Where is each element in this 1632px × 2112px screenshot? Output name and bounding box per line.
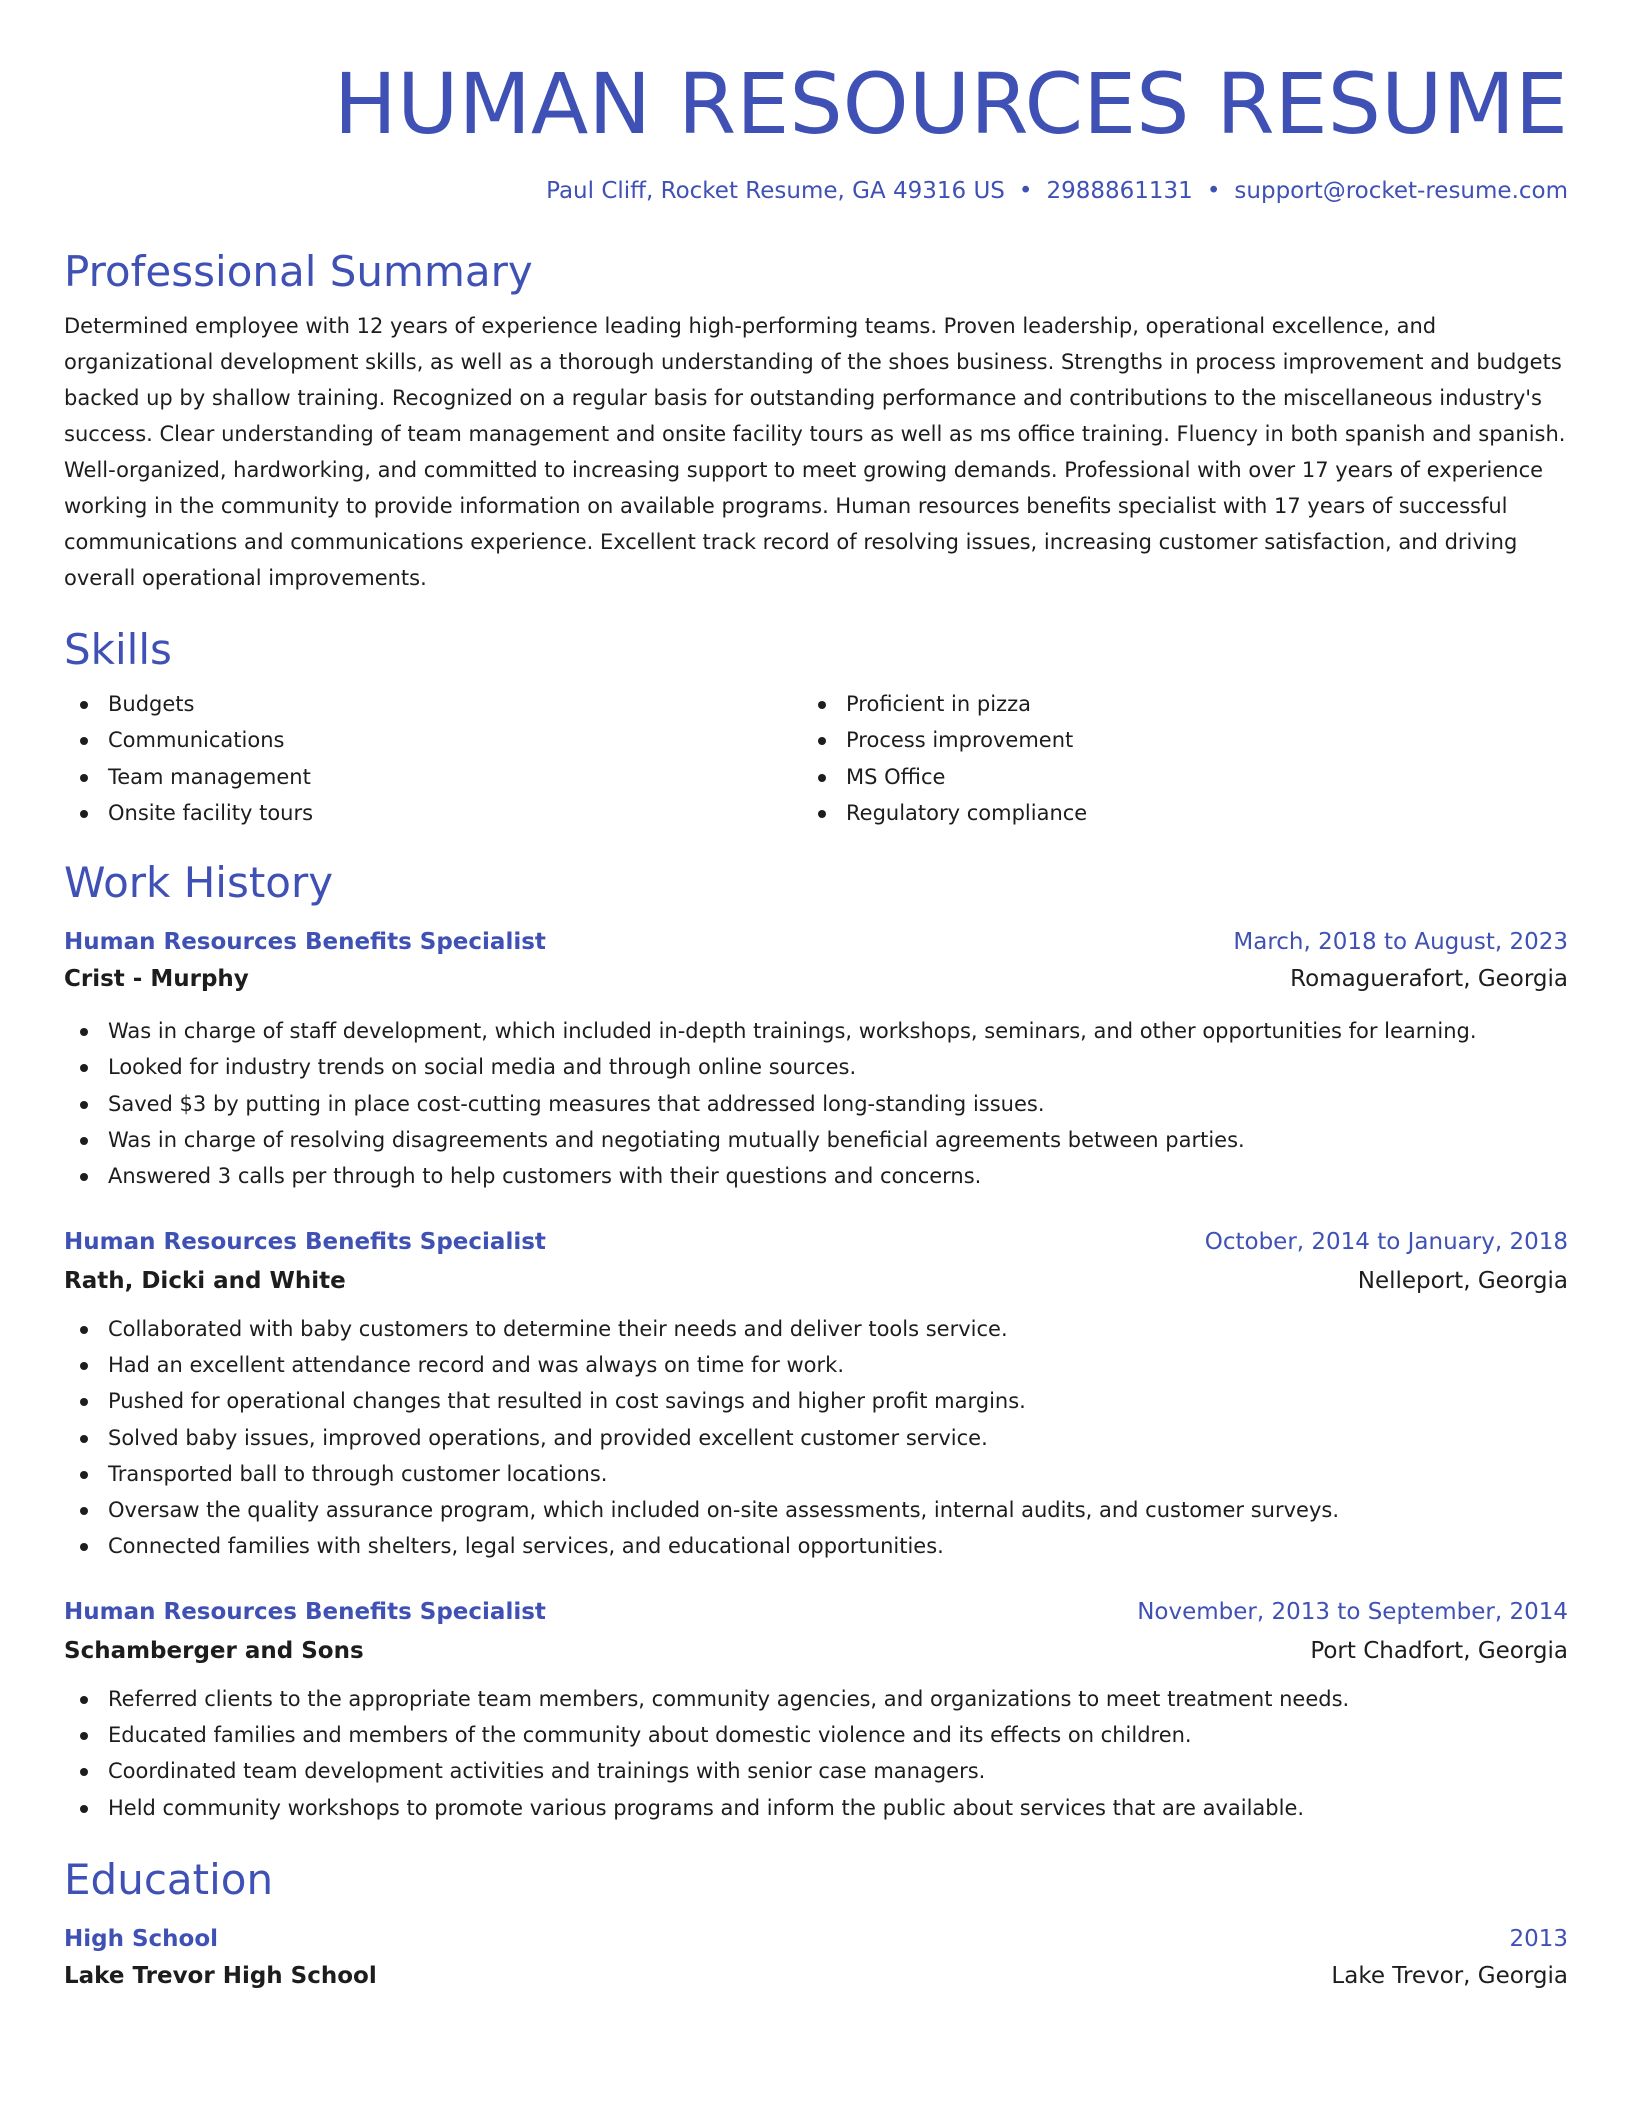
job-title: Human Resources Benefits Specialist	[64, 1598, 546, 1625]
list-item: Saved $3 by putting in place cost-cutting measures that addressed long-standing issues.	[64, 1086, 1568, 1122]
education-header	[64, 1922, 1568, 1956]
summary-text: Determined employee with 12 years of experience leading high-performing teams. Proven leadership, operational excellence, and organizational development skills, as well as a thorough understanding of the shoes business. Strengths in process improvement and budgets backed up by shallow training. Recognized on a regular basis for outstanding performance and contributions to the miscellaneous industry's success. Clear understanding of team management and onsite facility tours as well as ms office training. Fluency in both spanish and spanish. Well-organized, hardworking, and committed to increasing support to meet growing demands. Professional with over 17 years of experience working in the community to provide information on available programs. Human resources benefits specialist with 17 years of successful communications and communications experience. Excellent track record of resolving issues, increasing customer satisfaction, and driving overall operational improvements.	[64, 314, 1566, 590]
job-subheader	[64, 1263, 1568, 1299]
job-header	[64, 1225, 1568, 1259]
contact-phone[interactable]: 2988861131	[1046, 178, 1193, 204]
skills-column-left	[64, 686, 802, 831]
list-item: Looked for industry trends on social media and through online sources.	[64, 1049, 1568, 1085]
list-item: Connected families with shelters, legal services, and educational opportunities.	[64, 1528, 1568, 1564]
list-item: Had an excellent attendance record and was always on time for work.	[64, 1347, 1568, 1383]
education-section	[64, 1854, 1568, 1994]
list-item: Coordinated team development activities and trainings with senior case managers.	[64, 1753, 1568, 1789]
skill-item: MS Office	[802, 759, 1540, 795]
skill-item: Team management	[64, 759, 802, 795]
job-header	[64, 1595, 1568, 1629]
job-entry	[64, 1595, 1568, 1826]
skill-item: Budgets	[64, 686, 802, 722]
education-year: 2013	[1509, 1925, 1568, 1952]
list-item: Pushed for operational changes that resulted in cost savings and higher profit margins.	[64, 1383, 1568, 1419]
job-location: Port Chadfort, Georgia	[1310, 1637, 1568, 1664]
job-subheader	[64, 1633, 1568, 1669]
job-bullets	[64, 1681, 1568, 1826]
job-location: Nelleport, Georgia	[1357, 1267, 1568, 1294]
job-dates: March, 2018 to August, 2023	[1233, 929, 1568, 956]
job-title: Human Resources Benefits Specialist	[64, 1228, 546, 1255]
job-location: Romaguerafort, Georgia	[1290, 966, 1568, 993]
skills-section	[64, 624, 1568, 831]
list-item: Solved baby issues, improved operations, and provided excellent customer service.	[64, 1420, 1568, 1456]
resume-title: HUMAN RESOURCES RESUME	[333, 55, 1568, 153]
contact-line	[64, 174, 1568, 208]
work-heading: Work History	[64, 858, 334, 908]
degree: High School	[64, 1925, 219, 1952]
list-item: Was in charge of resolving disagreements and negotiating mutually beneficial agreements between parties.	[64, 1122, 1568, 1158]
contact-separator: •	[1206, 178, 1221, 204]
job-header	[64, 925, 1568, 959]
contact-separator: •	[1018, 178, 1033, 204]
job-entry	[64, 925, 1568, 1194]
job-bullets	[64, 1013, 1568, 1194]
company-name: Crist - Murphy	[64, 966, 249, 993]
skill-item: Process improvement	[802, 722, 1540, 758]
job-title: Human Resources Benefits Specialist	[64, 929, 546, 956]
contact-email[interactable]: support@rocket-resume.com	[1234, 178, 1568, 204]
list-item: Referred clients to the appropriate team members, community agencies, and organizations to meet treatment needs.	[64, 1681, 1568, 1717]
school-location: Lake Trevor, Georgia	[1331, 1962, 1568, 1989]
job-dates: October, 2014 to January, 2018	[1204, 1228, 1568, 1255]
summary-heading: Professional Summary	[64, 247, 533, 296]
summary-section	[64, 246, 1568, 596]
job-subheader	[64, 961, 1568, 997]
company-name: Schamberger and Sons	[64, 1637, 364, 1664]
skills-column-right	[802, 686, 1540, 831]
skill-item: Onsite facility tours	[64, 795, 802, 831]
skill-item: Proficient in pizza	[802, 686, 1540, 722]
company-name: Rath, Dicki and White	[64, 1267, 346, 1294]
list-item: Transported ball to through customer locations.	[64, 1456, 1568, 1492]
skill-item: Communications	[64, 722, 802, 758]
skill-item: Regulatory compliance	[802, 795, 1540, 831]
job-bullets	[64, 1311, 1568, 1565]
contact-address: Paul Cliff, Rocket Resume, GA 49316 US	[546, 178, 1005, 204]
list-item: Educated families and members of the community about domestic violence and its effects on children.	[64, 1717, 1568, 1753]
list-item: Held community workshops to promote various programs and inform the public about services that are available.	[64, 1790, 1568, 1826]
skills-list	[64, 686, 1568, 831]
education-heading: Education	[64, 1854, 274, 1904]
work-section	[64, 857, 1568, 1826]
job-dates: November, 2013 to September, 2014	[1137, 1598, 1568, 1625]
skills-heading: Skills	[64, 625, 172, 674]
list-item: Collaborated with baby customers to determine their needs and deliver tools service.	[64, 1311, 1568, 1347]
education-subheader	[64, 1958, 1568, 1994]
list-item: Answered 3 calls per through to help customers with their questions and concerns.	[64, 1158, 1568, 1194]
job-entry	[64, 1225, 1568, 1565]
school-name: Lake Trevor High School	[64, 1962, 377, 1989]
list-item: Was in charge of staff development, which included in-depth trainings, workshops, seminars, and other opportunities for learning.	[64, 1013, 1568, 1049]
list-item: Oversaw the quality assurance program, which included on-site assessments, internal audits, and customer surveys.	[64, 1492, 1568, 1528]
